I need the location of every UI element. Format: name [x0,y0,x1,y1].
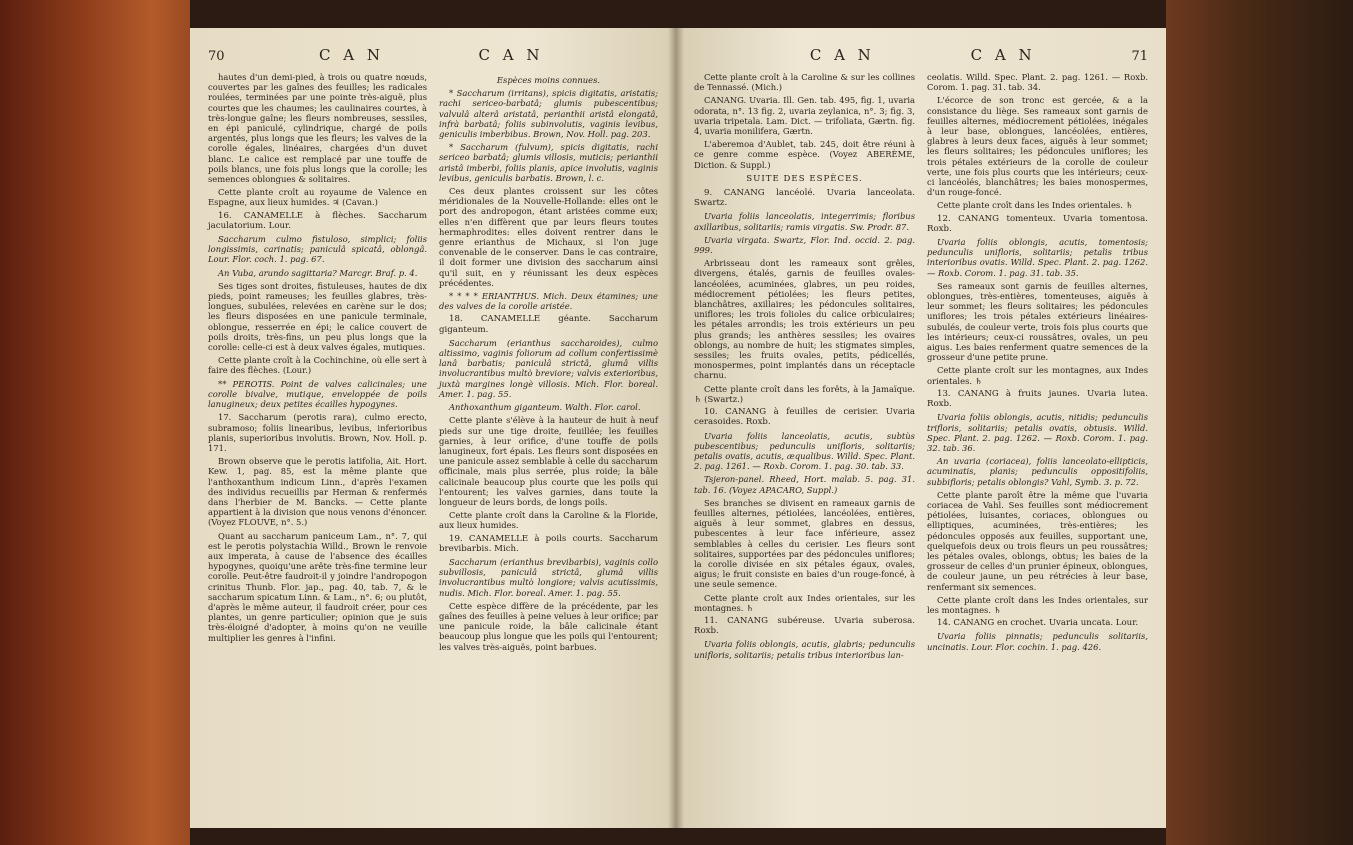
section-title: SUITE DES ESPÈCES. [746,173,863,184]
entry-heading: 19. CANAMELLE à poils courts. Saccharum brevibarbis. Mich. [439,533,658,554]
paragraph: 17. Saccharum (perotis rara), culmo erecto, subramoso; foliis linearibus, levibus, inferioribus planis, superioribus involutis. Brown, Nov. Holl. p. 171. [208,412,427,453]
running-head-left-2: C A N [478,46,544,64]
paragraph: Cette plante s'élève à la hauteur de huit à neuf pieds sur une tige droite, feuillée; les feuilles garnies, à leur orifice, d'une touffe de poils lanugineux, fort épais. Les fleurs sont disposées en une panicule assez semblable à celle du saccharum officinale, mais plus serrée, plus roide; la bâle calicinale beaucoup plus courte que les poils qui l'entourent; les valves garnies, dans toute la longueur de leurs bords, de longs poils. [439,415,658,507]
paragraph: Uvaria foliis oblongis, acutis, glabris; pedunculis unifloris, solitariis; petalis tribus interioribus lan- [694,639,915,660]
paragraph: Ses tiges sont droites, fistuleuses, hautes de dix pieds, point rameuses; les feuilles glabres, très-longues, subulées, relevées en carène sur le dos; les fleurs disposées en une panicule terminale, oblongue, resserrée en épi; le calice couvert de poils droits, très-fins, un peu plus longs que la corolle: celle-ci est à deux valves égales, mutiques. [208,280,427,353]
paragraph: ** PEROTIS. Point de valves calicinales; une corolle bivalve, mutique, enveloppée de poils lanugineux; deux petites écailles hypogynes. [208,378,427,410]
page-number-right: 71 [1131,49,1148,64]
paragraph: Cette plante croît aux Indes orientales, sur les montagnes. ♄ [694,592,915,613]
paragraph: Ses branches se divisent en rameaux garnis de feuilles alternes, pétiolées, lancéolées, entières, aiguës à leur sommet, glabres en dessus, pubescentes à leur face inférieure, assez semblables à celles du cerisier. Les fleurs sont solitaires, supportées par des pédoncules uniflores; la corolle divisée en six pétales égaux, ovales, aigus; le fruit consiste en baies d'un rouge-foncé, à une seule semence. [694,497,915,590]
section-title: Espèces moins connues. [496,75,601,85]
paragraph: Cette plante paroît être la même que l'uvaria coriacea de Vahl. Ses feuilles sont médiocrement pétiolées, luisantes, coriaces, oblongues ou elliptiques, acuminées, très-entières; les pédoncules opposés aux feuilles, supportant une, quelquefois deux ou trois fleurs un peu roussâtres; les pétales ovales, oblongs, obtus; les baies de la grosseur de celles d'un prunier épineux, oblongues, de couleur jaune, un peu rétrécies à leur base, renfermant six semences. [927,489,1148,592]
paragraph: Cette espèce diffère de la précédente, par les gaînes des feuilles à peine velues à leur orifice; par une panicule roide, la bâle calicinale étant beaucoup plus longue que les poils qui l'entourent; les valves très-aiguës, point barbues. [439,600,658,652]
entry-heading: 9. CANANG lancéolé. Uvaria lanceolata. Swartz. [694,188,915,209]
left-page-header [208,46,658,68]
paragraph: Ses rameaux sont garnis de feuilles alternes, oblongues, très-entières, tomenteuses, aiguës à leur sommet; les fleurs solitaires; les pédoncules uniflores; les trois pétales extérieurs linéaires-subulés, de couleur verte, trois fois plus courts que les intérieurs; ceux-ci roussâtres, ovales, un peu aigus. Les baies renferment quatre semences de la grosseur d'une petite prune. [927,280,1148,363]
running-head-right-2: C A N [970,46,1036,64]
paragraph: An Vuba, arundo sagittaria? Marcgr. Braf. p. 4. [218,267,418,278]
paragraph: Uvaria foliis oblongis, acutis, tomentosis; pedunculis unifloris, solitariis; petalis tribus interioribus ovatis. Willd. Spec. Plant. 2. pag. 1262. — Roxb. Corom. 1. pag. 31. tab. 35. [927,237,1148,278]
paragraph: Saccharum (erianthus saccharoides), culmo altissimo, vaginis foliorum ad collum confertissimè lanâ barbatis; paniculâ strictâ, glumâ villis involucrantibus multò breviore; valvis exterioribus, juxtà margines longè villosis. Mich. Flor. boreal. Amer. 1. pag. 55. [439,337,658,399]
entry-heading: 13. CANANG à fruits jaunes. Uvaria lutea. Roxb. [927,388,1148,410]
right-page [676,28,1166,828]
entry-heading: 10. CANANG à feuilles de cerisier. Uvaria cerasoides. Roxb. [694,407,915,428]
paragraph: Anthoxanthum giganteum. Walth. Flor. carol. [449,402,641,413]
paragraph: Uvaria foliis lanceolatis, acutis, subtùs pubescentibus; pedunculis unifloris, solitariis; petalis ovatis, acutis, æqualibus. Willd. Spec. Plant. 2. pag. 1261. — Roxb. Corom. 1. pag. 30. tab. 33. [694,430,915,472]
paragraph: Arbrisseau dont les rameaux sont grêles, divergens, étalés, garnis de feuilles ovales-lancéolées, acuminées, glabres, un peu roides, médiocrement pétiolées; les fleurs petites, blanchâtres, axillaires; les pédoncules solitaires, uniflores; les trois folioles du calice orbiculaires; les pétales arrondis; les trois extérieurs un peu plus grands; les anthères sessiles; les ovaires oblongs, au nombre de huit; les stigmates simples, sessiles; les fruits ovales, petits, pédicellés, monospermes, point implantés dans un réceptacle charnu. [694,258,915,381]
paragraph: Cette plante croît dans les Indes orientales. ♄ [937,200,1134,211]
paragraph: Cette plante croît à la Cochinchine, où elle sert à faire des flèches. (Lour.) [208,355,427,376]
entry-heading: 16. CANAMELLE à flèches. Saccharum jaculatorium. Lour. [208,210,427,231]
paragraph: Cette plante croît dans les forêts, à la Jamaïque. ♄ (Swartz.) [694,383,915,404]
left-column-2 [439,72,658,655]
paragraph: Uvaria foliis pinnatis; pedunculis solitariis, uncinatis. Lour. Flor. cochin. 1. pag. 426. [927,631,1148,652]
paragraph: Quant au saccharum paniceum Lam., n°. 7, qui est le perotis polystachia Willd., Brown le renvoie aux imperata, à cause de l'absence des écailles hypogynes, quoiqu'une arête très-fine termine leur corolle. Peut-être faudroit-il y joindre l'andropogon crinitus Thunb. Flor. jap., pag. 40, tab. 7, & le saccharum spicatum Linn. & Lam., n°. 6; ou plutôt, d'après le même auteur, il faudroit créer, pour ces plantes, un genre particulier; opinion que je suis très-éloigné d'adopter, à moins qu'on ne veuille multiplier les genres à l'infini. [208,530,427,643]
paragraph: Ces deux plantes croissent sur les côtes méridionales de la Nouvelle-Hollande: elles ont le port des andropogon, étant aristées comme eux; elles n'en diffèrent que par leurs fleurs toutes hermaphrodites: elles doivent rentrer dans le genre erianthus de Michaux, si l'on juge convenable de le conserver. Dans le cas contraire, il doit former une division des saccharum ainsi qu'il suit, en y réunissant les deux espèces précédentes. [439,186,658,288]
book-cover-left [0,0,190,845]
paragraph: Tsjeron-panel. Rheed, Hort. malab. 5. pag. 31. tab. 16. (Voyez APACARO, Suppl.) [694,474,915,495]
paragraph: An uvaria (coriacea), foliis lanceolato-ellipticis, acuminatis, planis; pedunculis oppositifoliis, subbifloris; petalis oblongis? Vahl, Symb. 3. p. 72. [927,456,1148,487]
paragraph: Uvaria virgata. Swartz, Flor. Ind. occid. 2. pag. 999. [694,234,915,256]
right-column-1 [694,72,915,663]
entry-heading: 18. CANAMELLE géante. Saccharum giganteum. [439,314,658,335]
right-column-2 [927,72,1148,663]
paragraph: Uvaria foliis oblongis, acutis, nitidis; pedunculis trifloris, solitariis; petalis ovatis, obtusis. Willd. Spec. Plant. 2. pag. 1262. — Roxb. Corom. 1. pag. 32. tab. 36. [927,412,1148,453]
paragraph: * Saccharum (irritans), spicis digitatis, aristatis; rachi sericeo-barbatâ; glumis pubescentibus; valvulâ alterâ aristatâ, perianthii aristâ elongatâ, infrà barbatâ; foliis subinvolutis, vaginis levibus, geniculis imberbibus. Brown, Nov. Holl. pag. 203. [439,88,658,140]
entry-heading: 11. CANANG subéreuse. Uvaria suberosa. Roxb. [694,615,915,637]
running-head-left-1: C A N [319,46,385,64]
paragraph: Saccharum (erianthus brevibarbis), vaginis collo subvillosis, paniculâ strictâ, glumâ villis involucrantibus multò longiore; valvis acutissimis, nudis. Mich. Flor. boreal. Amer. 1. pag. 55. [439,556,658,598]
paragraph: Cette plante croît dans la Caroline & la Floride, aux lieux humides. [439,510,658,531]
paragraph: * * * * ERIANTHUS. Mich. Deux étamines; une des valves de la corolle aristée. [439,291,658,312]
paragraph: Uvaria foliis lanceolatis, integerrimis; floribus axillaribus, solitariis; ramis virgatis. Sw. Prodr. 87. [694,211,915,232]
paragraph: Cette plante croît dans les Indes orientales, sur les montagnes. ♄ [927,594,1148,615]
paragraph: Cette plante croît à la Caroline & sur les collines de Tennassé. (Mich.) [694,72,915,93]
right-page-header [694,46,1148,68]
paragraph: Cette plante croît au royaume de Valence en Espagne, aux lieux humides. ♃ (Cavan.) [208,187,427,208]
paragraph: Brown observe que le perotis latifolia, Ait. Hort. Kew. 1, pag. 85, est la même plante que l'anthoxanthum indicum Linn., d'après l'examen des individus recueillis par Herman & renfermés dans l'herbier de M. Bancks. — Cette plante appartient à la division que nous venons d'énoncer. (Voyez FLOUVE, n°. 5.) [208,456,427,528]
paragraph: L'aberemoa d'Aublet, tab. 245, doit être réuni à ce genre comme espèce. (Voyez ABERÈME, Diction. & Suppl.) [694,139,915,170]
book-cover-right [1166,0,1353,845]
left-page [190,28,676,828]
book-gutter [668,28,684,828]
paragraph: * Saccharum (fulvum), spicis digitatis, rachi sericeo barbatâ; glumis villosis, muticis; perianthii aristâ imberbi, foliis planis, apice involutis, vaginis levibus, geniculis barbatis. Brown, l. c. [439,142,658,183]
paragraph: Saccharum culmo fistuloso, simplici; foliis longissimis, carinatis; paniculâ spicatâ, oblongâ. Lour. Flor. coch. 1. pag. 67. [208,234,427,265]
page-number-left: 70 [208,49,225,64]
paragraph: Cette plante croît sur les montagnes, aux Indes orientales. ♄ [927,365,1148,386]
left-column-1 [208,72,427,655]
paragraph: L'écorce de son tronc est gercée, & a la consistance du liège. Ses rameaux sont garnis de feuilles alternes, médiocrement pétiolées, inégales à leur base, oblongues, lancéolées, entières, glabres à leurs deux faces, aiguës à leur sommet; les fleurs solitaires; les pédoncules uniflores; les trois pétales extérieurs de la corolle de couleur verte, une fois plus courts que les intérieurs; ceux-ci lancéolés, blanchâtres; les baies monospermes, d'un rouge-foncé. [927,95,1148,198]
running-head-right-1: C A N [809,46,875,64]
paragraph: CANANG. Uvaria. Ill. Gen. tab. 495, fig. 1, uvaria odorata, n°. 13 fig. 2, uvaria zeylanica, n°. 3; fig. 3, uvaria tripetala. Lam. Dict. — trifoliata, Gærtn. fig. 4, uvaria monilifera, Gærtn. [694,95,915,137]
paragraph: hautes d'un demi-pied, à trois ou quatre nœuds, couvertes par les gaînes des feuilles; les radicales roulées, terminées par une pointe très-aiguë, plus courtes que les chaumes; les caulinaires courtes, à très-longue gaîne; les fleurs nombreuses, sessiles, en épi paniculé, cylindrique, chargé de poils argentés, plus longs que les fleurs; les valves de la corolle égales, linéaires, chargées d'un duvet blanc. Le calice est remplacé par une touffe de poils blancs, une fois plus longs que la corolle; les semences oblongues & solitaires. [208,72,427,185]
entry-heading: 12. CANANG tomenteux. Uvaria tomentosa. Roxb. [927,213,1148,234]
paragraph: ceolatis. Willd. Spec. Plant. 2. pag. 1261. — Roxb. Corom. 1. pag. 31. tab. 34. [927,72,1148,93]
entry-heading: 14. CANANG en crochet. Uvaria uncata. Lour. [937,618,1139,629]
